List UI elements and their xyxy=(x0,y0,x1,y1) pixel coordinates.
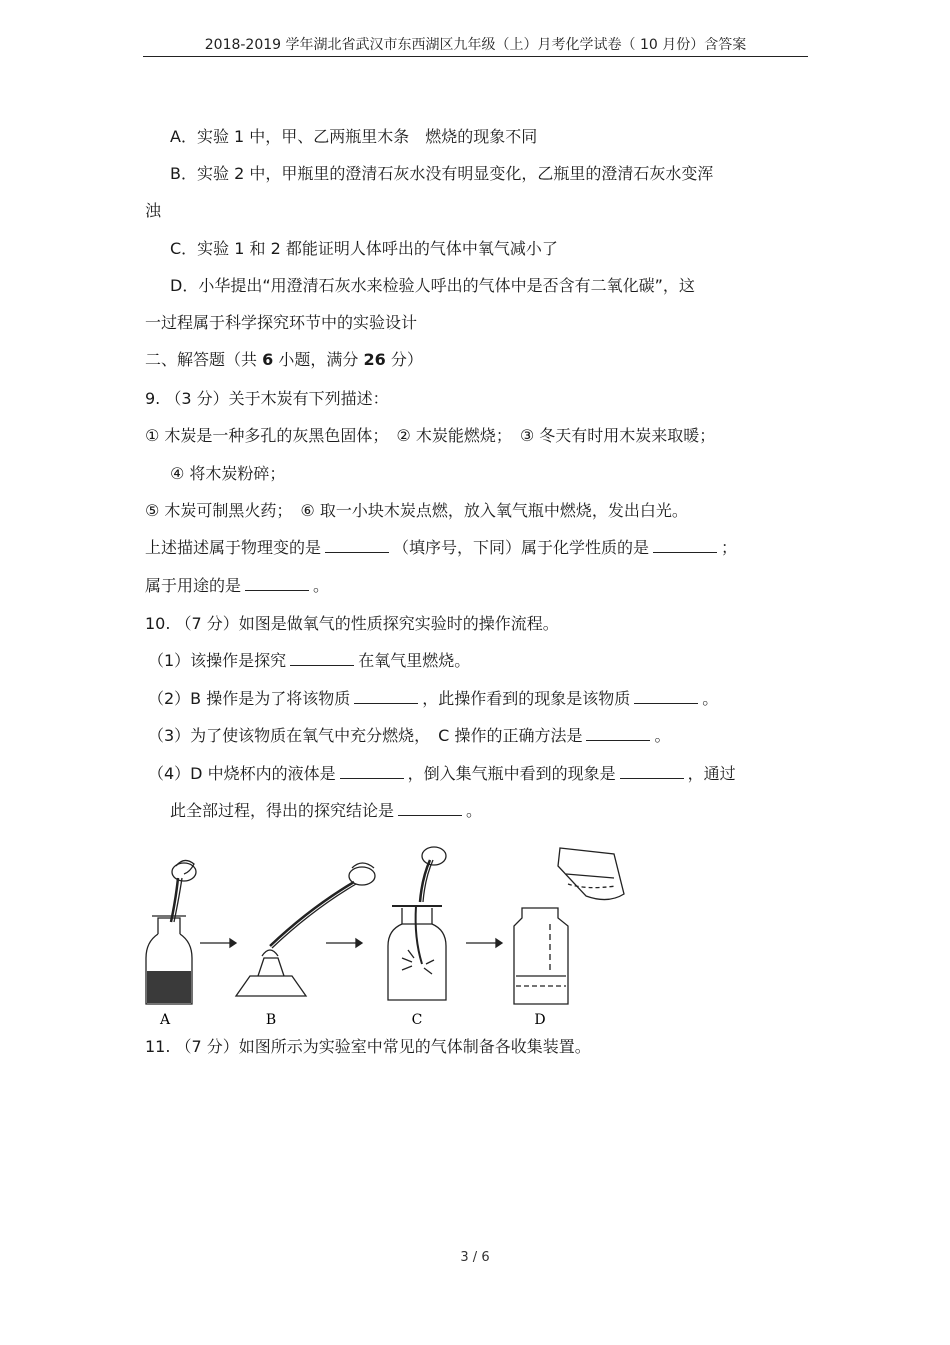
q8-option-c: C．实验 1 和 2 都能证明人体呼出的气体中氧气减小了 xyxy=(170,239,558,258)
q10-part-3: （3）为了使该物质在氧气中充分燃烧， C 操作的正确方法是 。 xyxy=(148,726,671,745)
q9-statements-3: ⑤ 木炭可制黑火药； ⑥ 取一小块木炭点燃，放入氧气瓶中燃烧，发出白光。 xyxy=(145,501,688,520)
total-score: 26 xyxy=(363,350,386,369)
step-b-arrow xyxy=(326,939,362,947)
q9-fill-line-1: 上述描述属于物理变的是 （填序号，下同）属于化学性质的是 ； xyxy=(145,538,738,557)
fig-label-b: B xyxy=(265,1012,277,1028)
step-a-arrow xyxy=(200,939,236,947)
q8-option-d-line1: D．小华提出“用澄清石灰水来检验人呼出的气体中是否含有二氧化碳”，这 xyxy=(170,276,695,295)
q9-statements-1: ① 木炭是一种多孔的灰黑色固体； ② 木炭能燃烧； ③ 冬天有时用木炭来取暖； xyxy=(145,426,716,445)
q8-option-b-line2: 浊 xyxy=(145,201,162,220)
q9-stem: 9. （3 分）关于木炭有下列描述： xyxy=(145,389,389,408)
section-2-heading: 二、解答题（共 6 小题，满分 26 分） xyxy=(145,350,423,369)
q10-part-4: （4）D 中烧杯内的液体是 ，倒入集气瓶中看到的现象是 ，通过 xyxy=(148,764,736,783)
answer-blank[interactable] xyxy=(290,651,354,666)
step-c-illustration xyxy=(388,847,446,1000)
answer-blank[interactable] xyxy=(634,689,698,704)
step-b-illustration xyxy=(236,863,375,996)
q8-option-d-line2: 一过程属于科学探究环节中的实验设计 xyxy=(145,313,418,332)
answer-blank[interactable] xyxy=(340,764,404,779)
q9-statements-2: ④ 将木炭粉碎； xyxy=(170,464,286,483)
step-d-illustration xyxy=(514,848,624,1004)
answer-blank[interactable] xyxy=(620,764,684,779)
q8-option-a: A．实验 1 中，甲、乙两瓶里木条 燃烧的现象不同 xyxy=(170,127,538,146)
answer-blank[interactable] xyxy=(325,538,389,553)
q8-option-b-line1: B．实验 2 中，甲瓶里的澄清石灰水没有明显变化，乙瓶里的澄清石灰水变浑 xyxy=(170,164,714,183)
q10-part-4-cont: 此全部过程，得出的探究结论是 。 xyxy=(170,801,483,820)
step-c-arrow xyxy=(466,939,502,947)
q9-fill-line-2: 属于用途的是 。 xyxy=(145,576,330,595)
answer-blank[interactable] xyxy=(586,726,650,741)
answer-blank[interactable] xyxy=(245,576,309,591)
q10-part-2: （2）B 操作是为了将该物质 ，此操作看到的现象是该物质 。 xyxy=(148,689,719,708)
q11-stem: 11. （7 分）如图所示为实验室中常见的气体制备各收集装置。 xyxy=(145,1037,591,1056)
fig-label-c: C xyxy=(411,1012,423,1028)
fig-label-a: A xyxy=(159,1012,171,1028)
answer-blank[interactable] xyxy=(653,538,717,553)
q10-stem: 10. （7 分）如图是做氧气的性质探究实验时的操作流程。 xyxy=(145,614,559,633)
question-count: 6 xyxy=(262,350,274,369)
answer-blank[interactable] xyxy=(398,801,462,816)
page-number: 3 / 6 xyxy=(460,1250,490,1265)
fig-label-d: D xyxy=(534,1012,546,1028)
page-header: 2018-2019 学年湖北省武汉市东西湖区九年级（上）月考化学试卷（ 10 月份）含答案 xyxy=(143,34,808,57)
q10-part-1: （1）该操作是探究 在氧气里燃烧。 xyxy=(148,651,471,670)
answer-blank[interactable] xyxy=(354,689,418,704)
step-a-illustration xyxy=(146,860,196,1004)
experiment-figure xyxy=(140,838,660,1030)
